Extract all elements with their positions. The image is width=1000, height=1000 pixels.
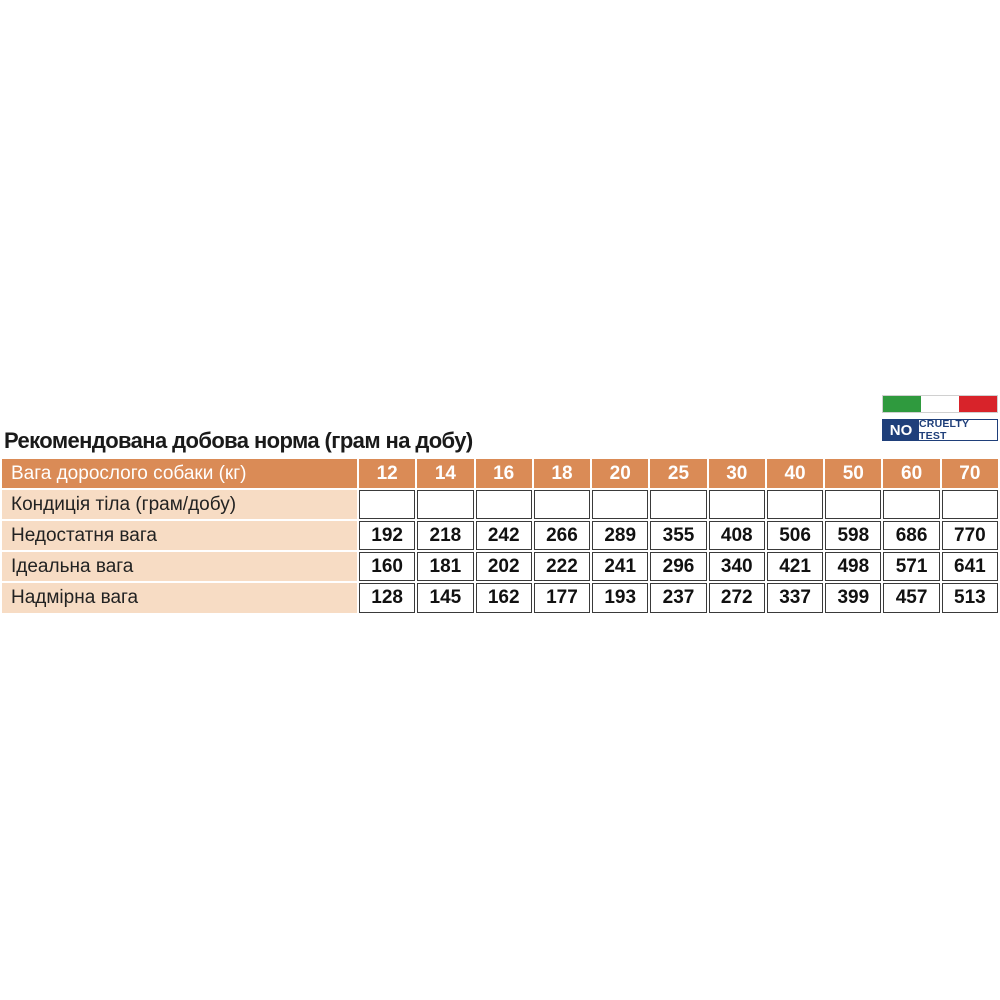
row-label: Кондиція тіла (грам/добу) (2, 490, 357, 519)
table-cell: 177 (534, 583, 590, 613)
table-cell: 421 (767, 552, 823, 581)
badge-cruelty-text: CRUELTY TEST (919, 418, 970, 442)
flag-green-stripe (883, 396, 921, 412)
table-cell: 770 (942, 521, 998, 550)
table-cell (942, 490, 998, 519)
row-label: Недостатня вага (2, 521, 357, 550)
header-weight-14: 14 (417, 459, 473, 488)
table-cell: 222 (534, 552, 590, 581)
header-weight-20: 20 (592, 459, 648, 488)
table-cell (709, 490, 765, 519)
header-weight-40: 40 (767, 459, 823, 488)
table-cell: 641 (942, 552, 998, 581)
flag-white-stripe (921, 396, 959, 412)
flag-red-stripe (959, 396, 997, 412)
table-cell: 128 (359, 583, 415, 613)
badge-no-text: NO (883, 420, 919, 440)
table-cell: 202 (476, 552, 532, 581)
page-title: Рекомендована добова норма (грам на добу) (4, 428, 473, 453)
table-cell: 399 (825, 583, 881, 613)
table-cell: 145 (417, 583, 473, 613)
table-cell: 266 (534, 521, 590, 550)
table-cell (534, 490, 590, 519)
italy-flag-icon (882, 395, 998, 413)
row-label: Надмірна вага (2, 583, 357, 613)
header-weight-30: 30 (709, 459, 765, 488)
table-cell: 686 (883, 521, 939, 550)
table-cell (767, 490, 823, 519)
header-weight-18: 18 (534, 459, 590, 488)
row-label: Ідеальна вага (2, 552, 357, 581)
table-cell: 242 (476, 521, 532, 550)
table-cell (825, 490, 881, 519)
header-weight-70: 70 (942, 459, 998, 488)
table-cell: 506 (767, 521, 823, 550)
table-cell: 237 (650, 583, 706, 613)
table-cell: 162 (476, 583, 532, 613)
header-weight-60: 60 (883, 459, 939, 488)
table-cell: 192 (359, 521, 415, 550)
no-cruelty-test-badge (882, 419, 998, 441)
table-cell (417, 490, 473, 519)
table-cell: 272 (709, 583, 765, 613)
table-cell (359, 490, 415, 519)
feeding-table (2, 459, 998, 608)
table-cell (476, 490, 532, 519)
table-cell: 457 (883, 583, 939, 613)
table-cell: 289 (592, 521, 648, 550)
table-cell: 498 (825, 552, 881, 581)
header-weight-12: 12 (359, 459, 415, 488)
header-label: Вага дорослого собаки (кг) (2, 459, 357, 488)
table-cell: 340 (709, 552, 765, 581)
table-cell (650, 490, 706, 519)
table-cell: 218 (417, 521, 473, 550)
table-cell: 598 (825, 521, 881, 550)
table-cell: 571 (883, 552, 939, 581)
table-cell (883, 490, 939, 519)
header-weight-25: 25 (650, 459, 706, 488)
table-cell: 337 (767, 583, 823, 613)
table-cell: 160 (359, 552, 415, 581)
table-cell: 513 (942, 583, 998, 613)
table-cell: 355 (650, 521, 706, 550)
header-weight-50: 50 (825, 459, 881, 488)
header-weight-16: 16 (476, 459, 532, 488)
table-cell: 408 (709, 521, 765, 550)
table-cell: 296 (650, 552, 706, 581)
table-cell: 241 (592, 552, 648, 581)
table-cell (592, 490, 648, 519)
table-cell: 181 (417, 552, 473, 581)
table-cell: 193 (592, 583, 648, 613)
